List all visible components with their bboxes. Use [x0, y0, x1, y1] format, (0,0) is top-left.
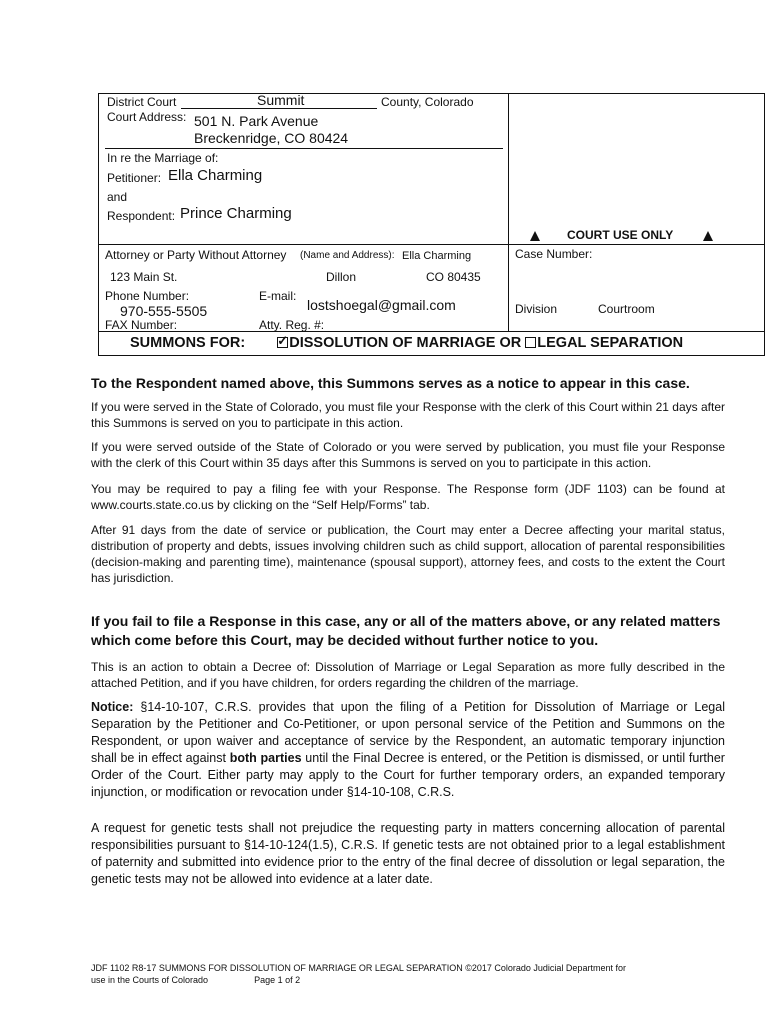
address-street: 123 Main St.: [110, 270, 178, 284]
footer-page-number: Page 1 of 2: [254, 975, 301, 985]
paragraph-action-decree: This is an action to obtain a Decree of: Dissolution of Marriage or Legal Separation as more fully described in the attached Petition, and if you have children, for orders regarding the children of the marriage.: [91, 660, 725, 690]
checkbox-dissolution[interactable]: [277, 337, 288, 348]
caption-rule-attorney: [98, 244, 765, 245]
form-footer: [91, 962, 626, 986]
email-value: lostshoegal@gmail.com: [307, 297, 456, 313]
court-address-line2: Breckenridge, CO 80424: [194, 130, 349, 146]
atty-reg-label: Atty. Reg. #:: [259, 318, 325, 332]
paragraph-filing-fee: You may be required to pay a filing fee with your Response. The Response form (JDF 1103) can be found at www.courts.state.co.us by clicking on the “Self Help/Forms” tab.: [91, 482, 725, 512]
county-name: Summit: [257, 92, 305, 108]
summons-option-dissolution: DISSOLUTION OF MARRIAGE OR: [289, 335, 526, 351]
caption-divider: [508, 93, 509, 331]
phone-label: Phone Number:: [105, 289, 190, 303]
district-court-label: District Court: [107, 95, 177, 109]
email-label: E-mail:: [259, 289, 297, 303]
summons-for-label: SUMMONS FOR:: [130, 335, 246, 351]
footer-line2-left: use in the Courts of Colorado: [91, 975, 209, 985]
phone-value: 970-555-5505: [120, 303, 208, 319]
heading-failure-to-respond: If you fail to file a Response in this case, any or all of the matters above, or any related matters which come before this Court, may be decided without further notice to you.: [91, 613, 721, 648]
respondent-label: Respondent:: [107, 209, 176, 223]
case-number-label: Case Number:: [515, 247, 593, 261]
fax-label: FAX Number:: [105, 318, 178, 332]
county-underline: [181, 108, 377, 109]
notice-text-part1: §14-10-107, C.R.S. provides that upon the filing of a Petition for Dissolution of Marriage or Legal Separation by the Petitioner and Co-Petitioner, or upon personal service of the Petition and Summons on the Respondent, or upon waiver and acceptance of service by the Respondent, an automatic temporary injunction shall be in effect against: [91, 700, 725, 765]
courtroom-label: Courtroom: [598, 302, 655, 316]
notice-label: Notice:: [91, 700, 134, 714]
and-label: and: [107, 190, 128, 204]
attorney-label: Attorney or Party Without Attorney: [105, 248, 287, 262]
in-re-label: In re the Marriage of:: [107, 151, 219, 165]
heading-notice-to-appear: To the Respondent named above, this Summons serves as a notice to appear in this case.: [91, 375, 690, 391]
caption-rule-inre: [105, 148, 503, 149]
notice-text-part2: until the Final Decree is entered, or the Petition is dismissed, or until further Order of the Court. Either party may apply to the Court for further temporary orders, an expanded temporary injunction, or modification or revocation under §14-10-108, C.R.S.: [91, 751, 725, 799]
up-arrow-icon: [703, 231, 713, 241]
checkbox-legal-separation[interactable]: [525, 337, 536, 348]
attorney-name: Ella Charming: [402, 250, 472, 262]
paragraph-notice: [91, 699, 725, 801]
court-use-only-label: COURT USE ONLY: [567, 228, 674, 242]
caption-rule-summons: [98, 331, 765, 332]
attorney-sublabel: (Name and Address):: [300, 250, 395, 261]
footer-line1: JDF 1102 R8-17 SUMMONS FOR DISSOLUTION OF MARRIAGE OR LEGAL SEPARATION ©2017 Colorado Judicial Department for: [91, 963, 626, 973]
county-suffix: County, Colorado: [381, 95, 474, 109]
court-address-line1: 501 N. Park Avenue: [194, 113, 319, 129]
respondent-name: Prince Charming: [180, 205, 292, 222]
court-address-label: Court Address:: [107, 110, 187, 124]
paragraph-served-outside: If you were served outside of the State of Colorado or you were served by publication, you must file your Response with the clerk of this Court within 35 days after this Summons is served on you to participate in this action.: [91, 440, 725, 470]
paragraph-served-in-colorado: If you were served in the State of Colorado, you must file your Response with the clerk of this Court within 21 days after this Summons is served on you to participate in this action.: [91, 400, 725, 430]
division-label: Division: [515, 302, 558, 316]
up-arrow-icon: [530, 231, 540, 241]
paragraph-genetic-tests: A request for genetic tests shall not prejudice the requesting party in matters concerning allocation of parental responsibilities pursuant to §14-10-124(1.5), C.R.S. If genetic tests are not obtained prior to a legal establishment of paternity and submitted into evidence prior to the entry of the final decree of dissolution or legal separation, the genetic tests may not be allowed into evidence at a later date.: [91, 821, 725, 886]
paragraph-91-days: After 91 days from the date of service or publication, the Court may enter a Decree affecting your marital status, distribution of property and debts, issues involving children such as child support, allocation of parental responsibilities (decision-making and parenting time), maintenance (spousal support), attorney fees, and costs to the extent the Court has jurisdiction.: [91, 523, 725, 585]
summons-for-row: [130, 335, 683, 351]
petitioner-label: Petitioner:: [107, 171, 162, 185]
notice-both-parties: both parties: [229, 751, 302, 765]
petitioner-name: Ella Charming: [168, 167, 263, 184]
summons-option-separation: LEGAL SEPARATION: [537, 335, 684, 351]
address-state-zip: CO 80435: [426, 270, 481, 284]
address-city: Dillon: [326, 270, 357, 284]
